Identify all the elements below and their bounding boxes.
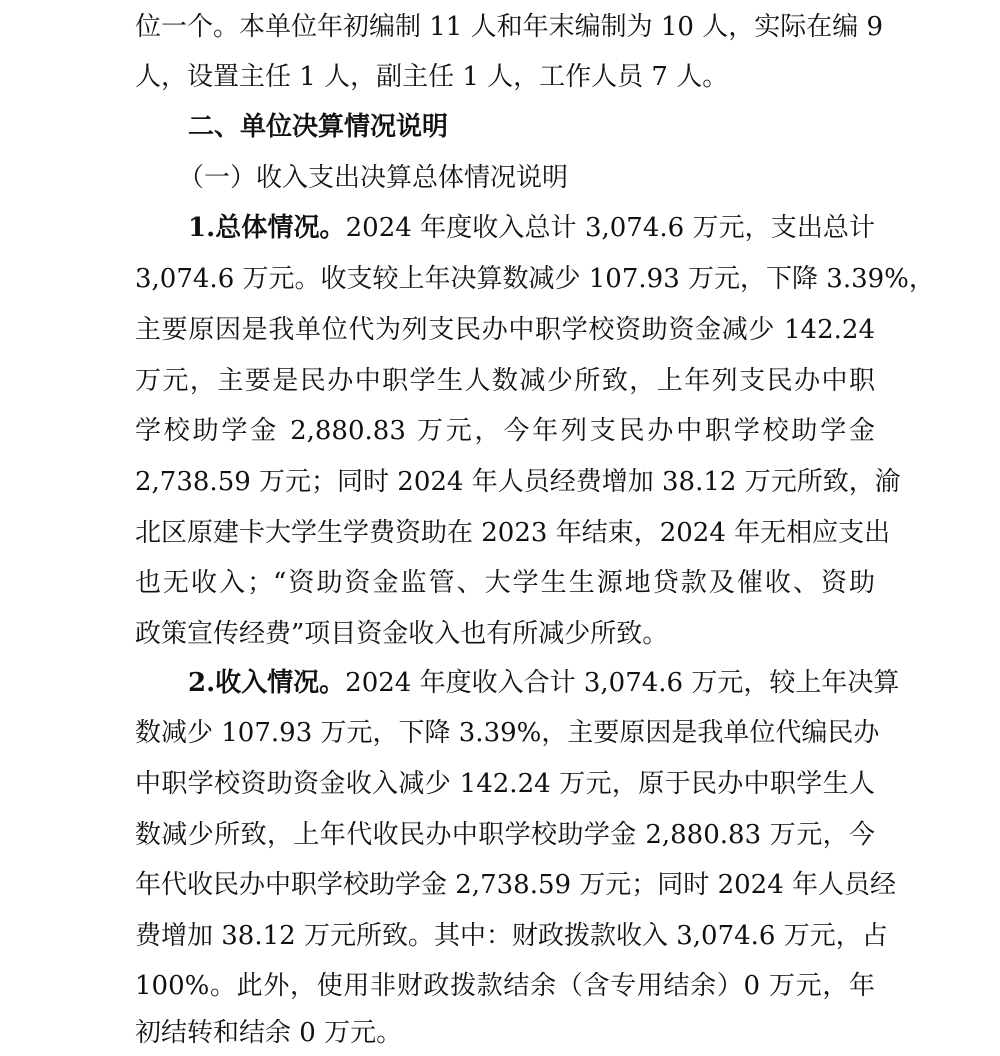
paragraph-lead: 2.收入情况。 <box>188 668 346 698</box>
paragraph-first-line <box>188 211 875 245</box>
subsection-heading: （一）收入支出决算总体情况说明 <box>178 163 569 193</box>
paragraph-text: 2024 年度收入总计 3,074.6 万元，支出总计 <box>345 213 875 243</box>
text-line: 中职学校资助资金收入减少 142.24 万元，原于民办中职学生人 <box>135 769 875 799</box>
text-line: 初结转和结余 0 万元。 <box>135 1018 403 1048</box>
text-line: 也无收入；“资助资金监管、大学生生源地贷款及催收、资助 <box>135 568 875 598</box>
paragraph-text: 2024 年度收入合计 3,074.6 万元，较上年决算 <box>345 668 900 698</box>
text-line: 主要原因是我单位代为列支民办中职学校资助资金减少 142.24 <box>135 315 875 345</box>
text-line: 费增加 38.12 万元所致。其中：财政拨款收入 3,074.6 万元，占 <box>135 921 888 951</box>
text-line: 数减少 107.93 万元，下降 3.39%，主要原因是我单位代编民办 <box>135 718 880 748</box>
text-line: 北区原建卡大学生学费资助在 2023 年结束，2024 年无相应支出 <box>135 518 891 548</box>
text-line: 人，设置主任 1 人，副主任 1 人，工作人员 7 人。 <box>135 62 729 92</box>
paragraph-first-line <box>188 666 900 700</box>
text-line: 3,074.6 万元。收支较上年决算数减少 107.93 万元，下降 3.39%， <box>135 264 935 294</box>
text-line: 学校助学金 2,880.83 万元，今年列支民办中职学校助学金 <box>135 416 875 446</box>
text-line: 万元，主要是民办中职学生人数减少所致，上年列支民办中职 <box>135 366 875 396</box>
text-line: 数减少所致，上年代收民办中职学校助学金 2,880.83 万元，今 <box>135 820 875 850</box>
text-line: 位一个。本单位年初编制 11 人和年末编制为 10 人，实际在编 9 <box>135 12 884 42</box>
text-line: 100%。此外，使用非财政拨款结余（含专用结余）0 万元，年 <box>135 971 875 1001</box>
section-heading: 二、单位决算情况说明 <box>188 112 449 142</box>
text-line: 年代收民办中职学校助学金 2,738.59 万元；同时 2024 年人员经 <box>135 870 897 900</box>
paragraph-lead: 1.总体情况。 <box>188 213 346 243</box>
text-line: 政策宣传经费”项目资金收入也有所减少所致。 <box>135 619 669 649</box>
text-line: 2,738.59 万元；同时 2024 年人员经费增加 38.12 万元所致，渝 <box>135 467 901 497</box>
